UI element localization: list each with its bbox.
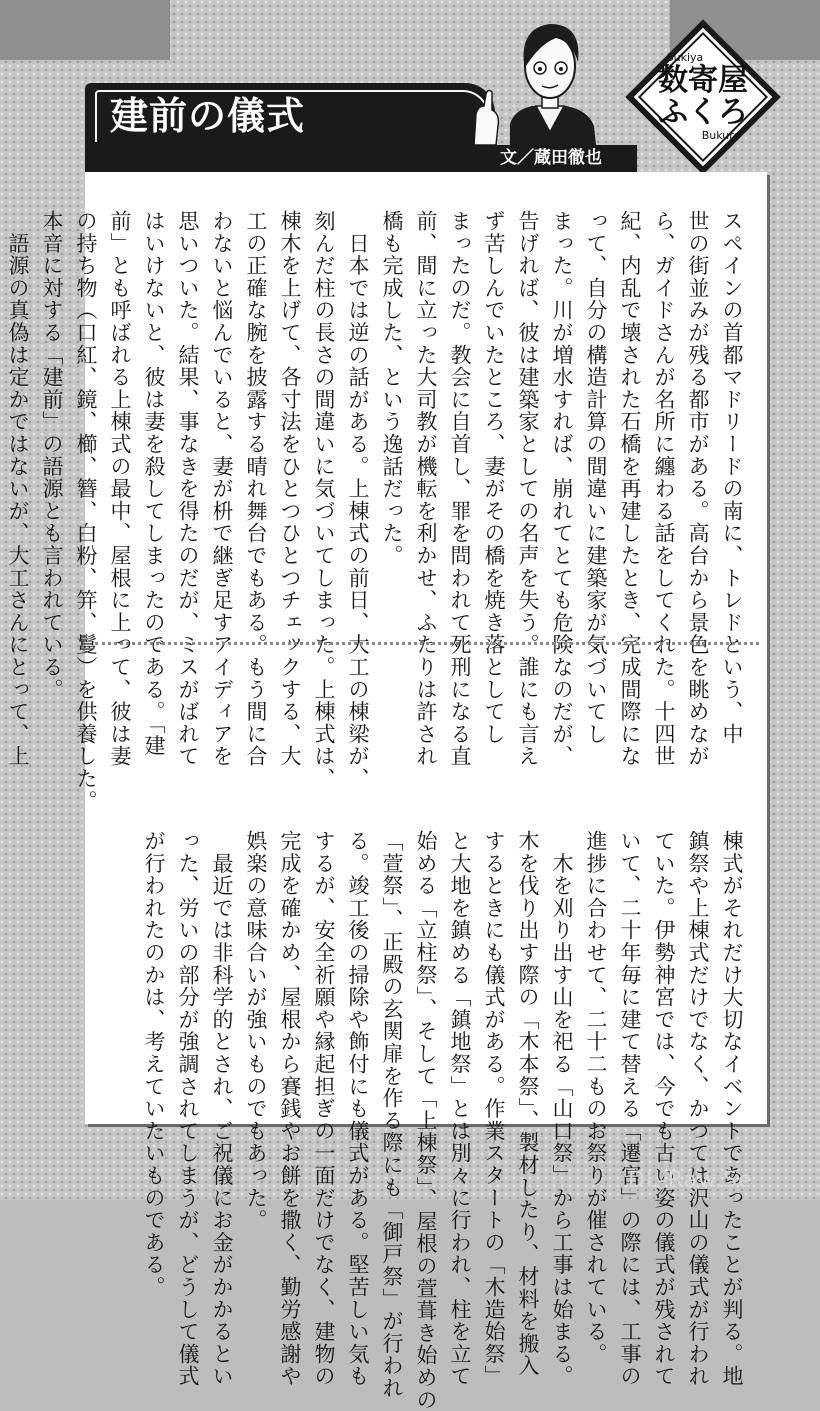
logo-title-line2: ふくろ bbox=[658, 95, 748, 130]
logo-romaji-top: Sukiya bbox=[666, 51, 704, 64]
article-text-lower: 棟式がそれだけ大切なイベントであったことが判る。地 鎮祭や上棟式だけでなく、かつては沢山の儀式が行われ ていた。伊勢神宮では、今でも古い姿の儀式が残されて いて、二十年毎に建て替える「遷宮」の際には、工事の 進捗に合わせて、二十二ものお祭りが催されている。 木を刈り出す山を祀る「山口祭」から工事は始まる。 木を伐り出す際の「木本祭」、製材したり、材料を搬入 するときにも儀式がある。作業スタートの「木造始祭」 と大地を鎮める「鎮地祭」とは別々に行われ、柱を立て 始める「立柱祭」、そして「上棟祭」、屋根の萱葺き始めの 「萱祭」、正殿の玄関扉を作る際にも「御戸祭」が行われ る。竣工後の掃除や飾付にも儀式がある。堅苦しい気も するが、安全祈願や縁起担ぎの一面だけでなく、建物の 完成を確かめ、屋根から賽銭やお餅を撒く、勤労感謝や 娯楽の意味合いが強いものでもあった。 最近では非科学的とされ、ご祝儀にお金がかかるとい った、労いの部分が強調されてしまうが、どうして儀式 が行われたのかは、考えていたいものである。 bbox=[142, 830, 744, 1411]
author-byline: 文／蔵田徹也 bbox=[500, 148, 602, 168]
series-logo bbox=[628, 22, 778, 172]
article-text-upper: スペインの首都マドリードの南に、トレドという、中 世の街並みが残る都市がある。高台から景色を眺めなが ら、ガイドさんが名所に纏わる話をしてくれた。十四世 紀、内乱で壊された石橋を再建したとき、完成間際にな って、自分の構造計算の間違いに建築家が気づいてし まった。川が増水すれば、崩れてとても危険なのだが、 告げれば、彼は建築家としての名声を失う。誰にも言え ず苦しんでいたところ、妻がその橋を焼き落としてし まったのだ。教会に自首し、罪を問われて死刑になる直 前、間に立った大司教が機転を利かせ、ふたりは許され 橋も完成した、という逸話だった。 日本では逆の話がある。上棟式の前日、大工の棟梁が、 刻んだ柱の長さの間違いに気づいてしまった。上棟式は、 棟木を上げて、各寸法をひとつひとつチェックする、大 工の正確な腕を披露する晴れ舞台でもある。もう間に合 わないと悩んでいると、妻が枡で継ぎ足すアイディアを 思いついた。結果、事なきを得たのだが、ミスがばれて はいけないと、彼は妻を殺してしまったのである。「建 前」とも呼ばれる上棟式の最中、屋根に上って、彼は妻 の持ち物（口紅、鏡、櫛、簪、白粉、笄、鬘）を供養した。 本音に対する「建前」の語源とも言われている。 語源の真偽は定かではないが、大工さんにとって、上 bbox=[6, 210, 744, 813]
watermark-text: DL-Raw.Se bbox=[628, 1168, 753, 1193]
article-title: 建前の儀式 bbox=[110, 93, 306, 138]
logo-title-line1: 数寄屋 bbox=[658, 63, 748, 98]
background-dark-band-left bbox=[0, 0, 170, 60]
logo-romaji-bottom: Bukuro bbox=[701, 129, 741, 142]
character-illustration-icon bbox=[470, 14, 630, 145]
section-divider bbox=[95, 642, 759, 645]
